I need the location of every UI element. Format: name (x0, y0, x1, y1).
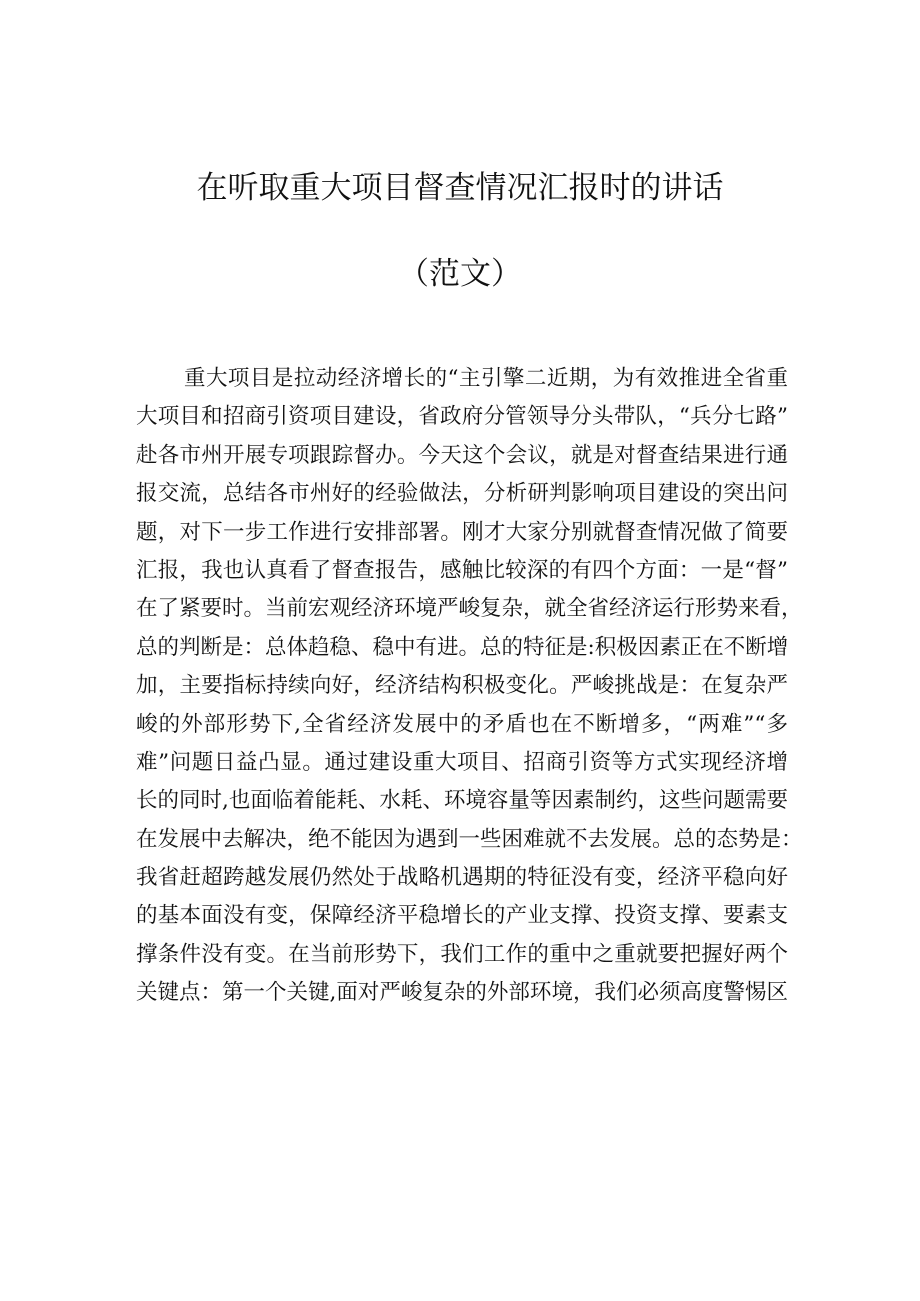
paragraph-line: 峻的外部形势下,全省经济发展中的矛盾也在不断增多，“两难”“多 (136, 711, 788, 737)
paragraph-line: 重大项目是拉动经济增长的“主引擎二近期，为有效推进全省重 (184, 366, 788, 391)
paragraph-line: 在了紧要时。当前宏观经济环境严峻复杂，就全省经济运行形势来看， (136, 596, 803, 622)
document-subtitle: （范文） (398, 256, 522, 292)
document-title: 在听取重大项目督查情况汇报时的讲话 (196, 170, 724, 206)
paragraph-line: 加，主要指标持续向好，经济结构积极变化。严峻挑战是：在复杂严 (136, 673, 788, 699)
paragraph-line: 我省赶超跨越发展仍然处于战略机遇期的特征没有变，经济平稳向好 (136, 865, 788, 891)
paragraph-line: 大项目和招商引资项目建设，省政府分管领导分头带队，“兵分七路” (136, 404, 788, 430)
paragraph-line: 撑条件没有变。在当前形势下，我们工作的重中之重就要把握好两个 (136, 941, 788, 967)
paragraph-line: 汇报，我也认真看了督查报告，感触比较深的有四个方面：一是“督” (136, 557, 788, 583)
paragraph-line: 总的判断是：总体趋稳、稳中有进。总的特征是:积极因素正在不断增 (136, 634, 789, 660)
paragraph-line: 关键点：第一个关键,面对严峻复杂的外部环境，我们必须高度警惕区 (136, 980, 788, 1006)
paragraph-line: 报交流，总结各市州好的经验做法，分析研判影响项目建设的突出问 (136, 481, 788, 507)
paragraph-line: 的基本面没有变，保障经济平稳增长的产业支撑、投资支撑、要素支 (136, 903, 788, 929)
paragraph-line: 在发展中去解决，绝不能因为遇到一些困难就不去发展。总的态势是： (136, 826, 803, 852)
paragraph-line: 难”问题日益凸显。通过建设重大项目、招商引资等方式实现经济增 (136, 749, 788, 775)
body-paragraph (136, 360, 803, 1013)
paragraph-line: 赴各市州开展专项跟踪督办。今天这个会议，就是对督查结果进行通 (136, 442, 788, 468)
paragraph-line: 长的同时,也面临着能耗、水耗、环境容量等因素制约，这些问题需要 (136, 788, 788, 814)
paragraph-line: 题，对下一步工作进行安排部署。刚才大家分别就督查情况做了简要 (136, 519, 788, 545)
